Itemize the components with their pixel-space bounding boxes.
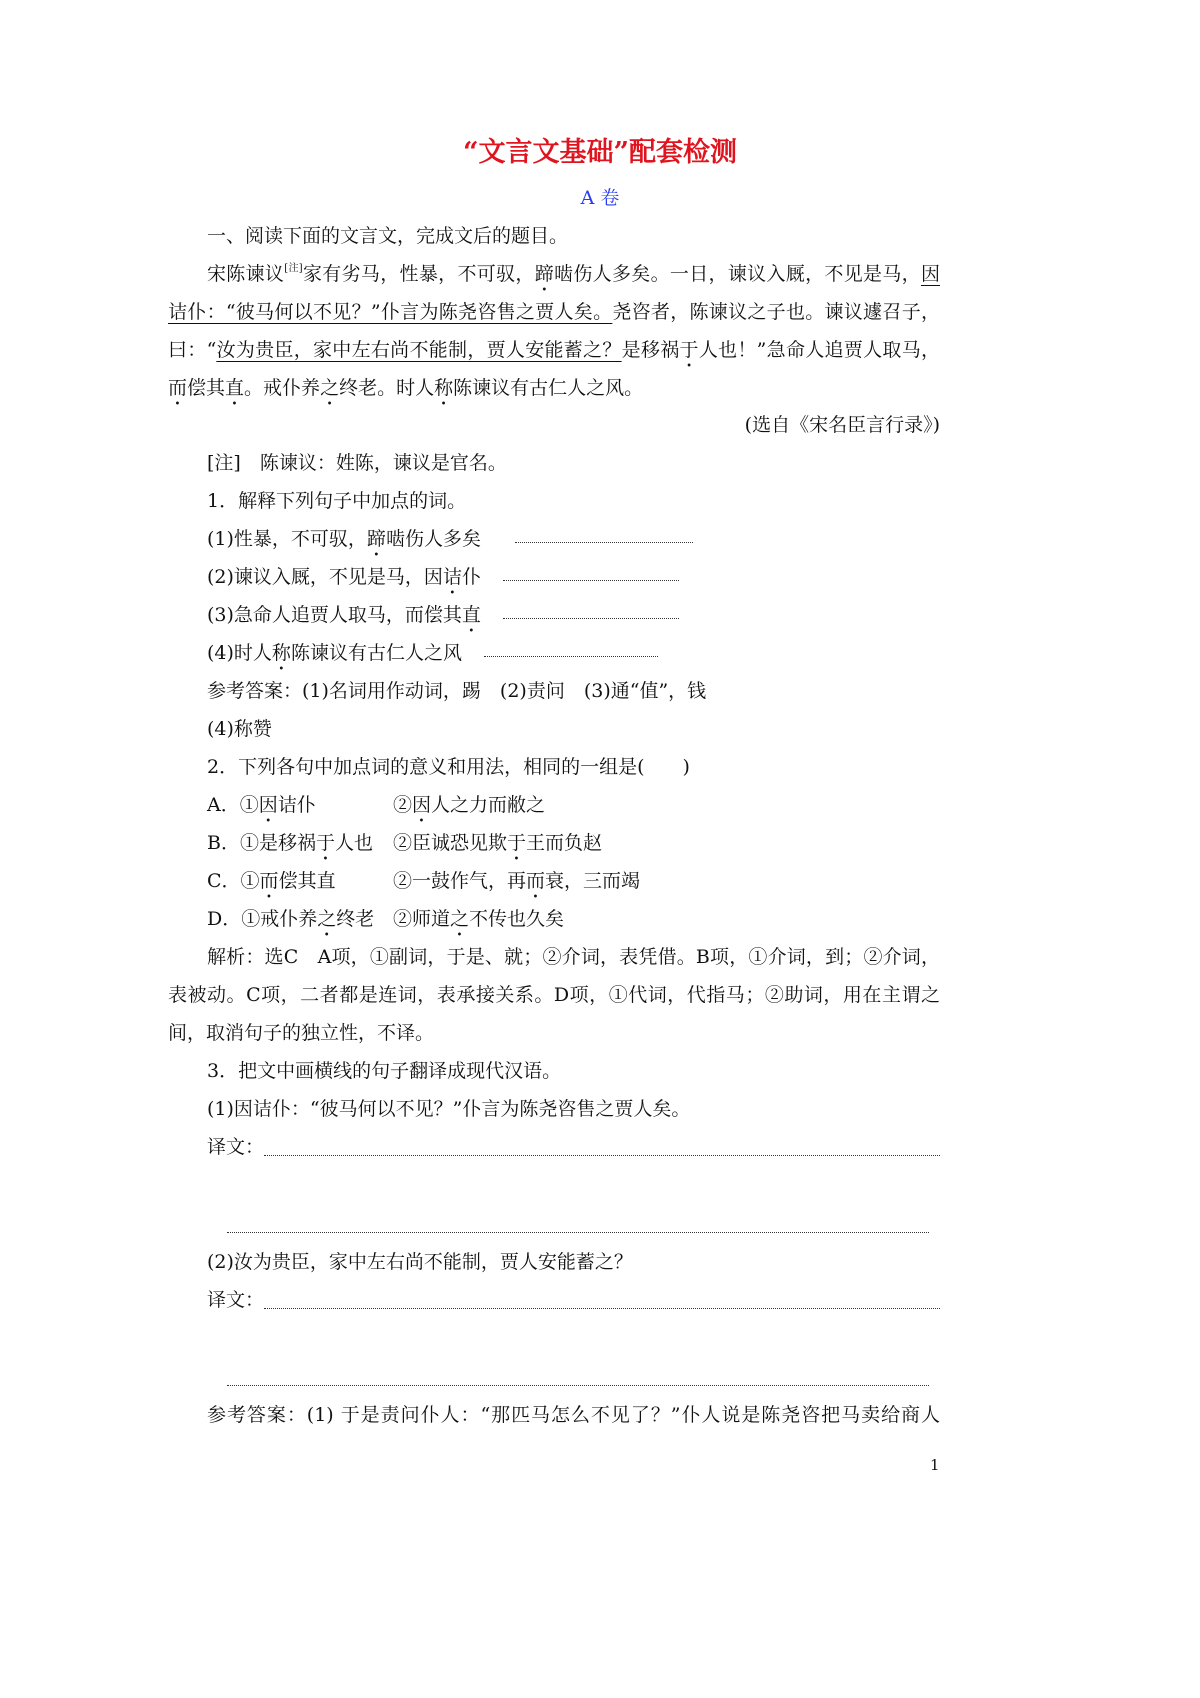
emphasized-word: 蹄 bbox=[366, 528, 386, 550]
question-1-item bbox=[168, 596, 940, 634]
question-1-item bbox=[168, 558, 940, 596]
emphasized-word: 于 bbox=[507, 832, 527, 854]
item-text: (4)时人称陈谏议有古仁人之风 bbox=[207, 642, 462, 664]
option-c bbox=[168, 862, 940, 900]
page-number: 1 bbox=[930, 1456, 940, 1474]
emphasized-word: 之 bbox=[317, 908, 337, 930]
translation-line[interactable] bbox=[227, 1385, 929, 1386]
footnote: [注] 陈谏议：姓陈，谏议是官名。 bbox=[207, 452, 507, 474]
item-text: (1)性暴，不可驭，蹄啮伤人多矣 bbox=[207, 528, 481, 550]
option-part: ②臣诚恐见欺于王而负赵 bbox=[393, 832, 603, 854]
document-title: “文言文基础”配套检测 bbox=[462, 137, 738, 168]
option-part: ②一鼓作气，再而衰，三而竭 bbox=[393, 870, 641, 892]
emphasized-word: 因 bbox=[258, 794, 278, 816]
translation-line[interactable] bbox=[227, 1232, 929, 1233]
question-1-item bbox=[168, 520, 940, 558]
question-1-stem: 1．解释下列句子中加点的词。 bbox=[207, 490, 467, 512]
emphasized-word: 而 bbox=[259, 870, 279, 892]
emphasized-word: 而 bbox=[526, 870, 546, 892]
question-3-stem: 3．把文中画横线的句子翻译成现代汉语。 bbox=[207, 1060, 562, 1082]
question-1-item bbox=[168, 634, 940, 672]
footnote-marker: [注] bbox=[284, 263, 303, 274]
analysis-line: 间，取消句子的独立性，不译。 bbox=[168, 1022, 435, 1044]
passage-line: 曰：“汝为贵臣，家中左右尚不能制，贾人安能蓄之？是移祸于人也！”急命人追贾人取马， bbox=[168, 339, 940, 361]
option-part: ②因人之力而敝之 bbox=[393, 794, 546, 816]
emphasized-word: 蹄 bbox=[534, 263, 555, 285]
item-text: (2)谏议入厩，不见是马，因诘仆 bbox=[207, 566, 481, 588]
emphasized-word: 直 bbox=[225, 377, 245, 399]
analysis-line: 解析：选C A项，①副词，于是、就；②介词，表凭借。B项，①介词，到；②介词， bbox=[207, 946, 940, 968]
translation-line[interactable] bbox=[264, 1155, 940, 1156]
sentence-2: (2)汝为贵臣，家中左右尚不能制，贾人安能蓄之？ bbox=[207, 1251, 633, 1273]
answer-blank[interactable] bbox=[484, 634, 658, 657]
sentence-1: (1)因诘仆：“彼马何以不见？”仆言为陈尧咨售之贾人矣。 bbox=[207, 1098, 691, 1120]
option-b bbox=[168, 824, 940, 862]
answer-blank[interactable] bbox=[503, 558, 679, 581]
emphasized-word: 称 bbox=[271, 642, 291, 664]
translation-label: 译文： bbox=[207, 1136, 265, 1158]
translation-label: 译文： bbox=[207, 1289, 265, 1311]
answer-text: 参考答案：(1)名词用作动词，踢 (2)责问 (3)通“值”，钱 bbox=[207, 680, 707, 702]
section-heading: 一、阅读下面的文言文，完成文后的题目。 bbox=[207, 225, 569, 247]
passage-line: 诘仆：“彼马何以不见？”仆言为陈尧咨售之贾人矣。尧咨者，陈谏议之子也。谏议遽召子， bbox=[168, 301, 940, 323]
emphasized-word: 直 bbox=[461, 604, 481, 626]
option-part: A．①因诘仆 bbox=[207, 794, 316, 816]
option-part: ②师道之不传也久矣 bbox=[393, 908, 565, 930]
emphasized-word: 因 bbox=[412, 794, 432, 816]
underlined-sentence: 因 bbox=[920, 263, 940, 285]
answer-blank[interactable] bbox=[503, 596, 679, 619]
item-text: (3)急命人追贾人取马，而偿其直 bbox=[207, 604, 481, 626]
emphasized-word: 诘 bbox=[442, 566, 462, 588]
option-part: B．①是移祸于人也 bbox=[207, 832, 373, 854]
option-a bbox=[168, 786, 940, 824]
option-part: C．①而偿其直 bbox=[207, 870, 336, 892]
answer-text: (4)称赞 bbox=[207, 718, 272, 740]
option-part: D．①戒仆养之终老 bbox=[207, 908, 375, 930]
emphasized-word: 称 bbox=[434, 377, 454, 399]
analysis-line: 表被动。C项，二者都是连词，表承接关系。D项，①代词，代指马；②助词，用在主谓之 bbox=[168, 984, 940, 1006]
passage-line: 而偿其直。戒仆养之终老。时人称陈谏议有古仁人之风。 bbox=[168, 377, 644, 399]
emphasized-word: 于 bbox=[315, 832, 335, 854]
passage-line: 宋陈谏议[注]家有劣马，性暴，不可驭，蹄啮伤人多矣。一日，谏议入厩，不见是马，因 bbox=[207, 263, 940, 285]
answer-blank[interactable] bbox=[515, 520, 693, 543]
underlined-sentence: 诘仆：“彼马何以不见？”仆言为陈尧咨售之贾人矣。 bbox=[168, 301, 613, 323]
emphasized-word: 而 bbox=[168, 377, 188, 399]
emphasized-word: 之 bbox=[450, 908, 470, 930]
question-2-stem: 2．下列各句中加点词的意义和用法，相同的一组是( ) bbox=[207, 756, 690, 778]
source-citation: (选自《宋名臣言行录》) bbox=[744, 414, 940, 436]
volume-label: A 卷 bbox=[580, 187, 620, 209]
emphasized-word: 之 bbox=[320, 377, 340, 399]
underlined-sentence: 汝为贵臣，家中左右尚不能制，贾人安能蓄之？ bbox=[216, 339, 622, 361]
translation-line[interactable] bbox=[264, 1308, 940, 1309]
emphasized-word: 于 bbox=[679, 339, 699, 361]
option-d bbox=[168, 900, 940, 938]
answer-text: 参考答案：(1) 于是责问仆人：“那匹马怎么不见了？”仆人说是陈尧咨把马卖给商人 bbox=[207, 1404, 940, 1426]
